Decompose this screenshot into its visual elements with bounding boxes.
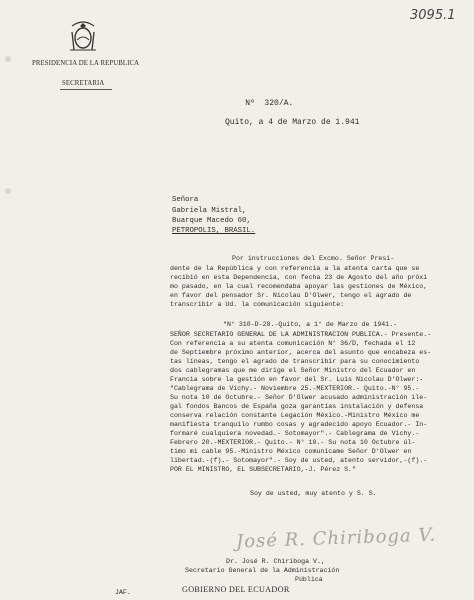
coat-of-arms-icon	[68, 20, 98, 54]
office-rule	[60, 89, 112, 90]
archive-number: 3095.1	[410, 8, 456, 23]
recipient-city: PETROPOLIS, BRASIL.	[172, 227, 256, 235]
government-footer: GOBIERNO DEL ECUADOR	[182, 585, 290, 594]
intro-line: transcribir a Ud. la comunicación siguiente:	[170, 301, 345, 308]
reference-number	[226, 90, 293, 117]
quote-line: gal fondos Bancos de España goza garantías instalación y defensa	[170, 403, 424, 410]
quote-line: formaré cualquiera novedad.- Sotomayor".- Cablegrama de Vichy.-	[170, 430, 420, 437]
intro-line: dente de la República y con referencia a la atenta carta que se	[170, 265, 420, 272]
quote-line: Con referencia a su atenta comunicación N° 36/D, fechada el 12	[170, 340, 416, 347]
punch-hole-bottom	[5, 188, 11, 194]
quote-line: timo mi cable 95.-Ministro México comunícame Señor D'Olwer en	[170, 448, 412, 455]
signatory-title: Secretario General de la Administración	[185, 567, 340, 574]
intro-line: recibió en esta Dependencia, con fecha 23 de Agosto del año próxi	[170, 274, 428, 281]
quote-line: Su nota 10 de Octubre.- Señor D'Olwer acusado administración ile-	[170, 394, 428, 401]
office-subtitle: SECRETARIA	[62, 80, 105, 87]
recipient-salutation: Señora	[172, 196, 199, 204]
quote-line: conserva relación constante Legación México.-Ministro México me	[170, 412, 420, 419]
quote-line: manifiesta tranquilo rumbo cosas y agradecido apoyo Ecuador.- In-	[170, 421, 428, 428]
handwritten-signature: José R. Chiriboga V.	[235, 524, 437, 553]
intro-line: en favor del pensador Sr. Nicolau D'Olwer, tengo el agrado de	[170, 292, 412, 299]
reference-label: Nº	[245, 99, 255, 108]
signatory-title-cont: Pública	[295, 576, 323, 583]
quote-line: dos cablegramas que me dirige el Señor Ministro del Ecuador en	[170, 367, 416, 374]
quote-line: Febrero 20.-MEXTERIOR.- Quito.- N° 10.- Su nota 10 Octubre úl-	[170, 439, 416, 446]
reference-value: 320/A.	[264, 99, 294, 108]
recipient-street: Buarque Macedo 60,	[172, 217, 251, 225]
recipient-name: Gabriela Mistral,	[172, 207, 247, 215]
closing-line: Soy de usted, muy atento y S. S.	[250, 490, 377, 497]
typist-initials: JAF.	[115, 589, 131, 596]
quote-line: POR EL MINISTRO, EL SUBSECRETARIO,-J. Pérez S."	[170, 466, 356, 473]
intro-line: mo pasado, en la cual recomendaba apoyar las gestiones de México,	[170, 283, 428, 290]
quote-line: Francia sobre la gestión en favor del Sr. Luis Nicolau D'Olwer:-	[170, 376, 424, 383]
signatory-name: Dr. José R. Chiriboga V.,	[226, 558, 325, 565]
intro-line: Por instrucciones del Excmo. Señor Presi-	[232, 255, 395, 262]
quote-line: tas líneas, tengo el agrado de transcribir para su conocimiento	[170, 358, 420, 365]
quote-line: "N° 310-D-28.-Quito, a 1° de Marzo de 1941.-	[223, 321, 398, 328]
quote-line: libertad.-(f).- Sotomayor".- Soy de usted, atento servidor,-(f).-	[170, 457, 428, 464]
office-title: PRESIDENCIA DE LA REPUBLICA	[32, 60, 140, 67]
date-line: Quito, a 4 de Marzo de 1.941	[225, 118, 360, 127]
punch-hole-top	[5, 56, 11, 62]
quote-line: SEÑOR SECRETARIO GENERAL DE LA ADMINISTRACION PUBLICA.- Presente.-	[170, 331, 432, 338]
quote-line: de Septiembre próximo anterior, acerca del asunto que encabeza es-	[170, 349, 432, 356]
quote-line: "Cablegrama de Vichy.- Noviembre 25.-MEXTERIOR.- Quito.-N° 95.-	[170, 385, 420, 392]
